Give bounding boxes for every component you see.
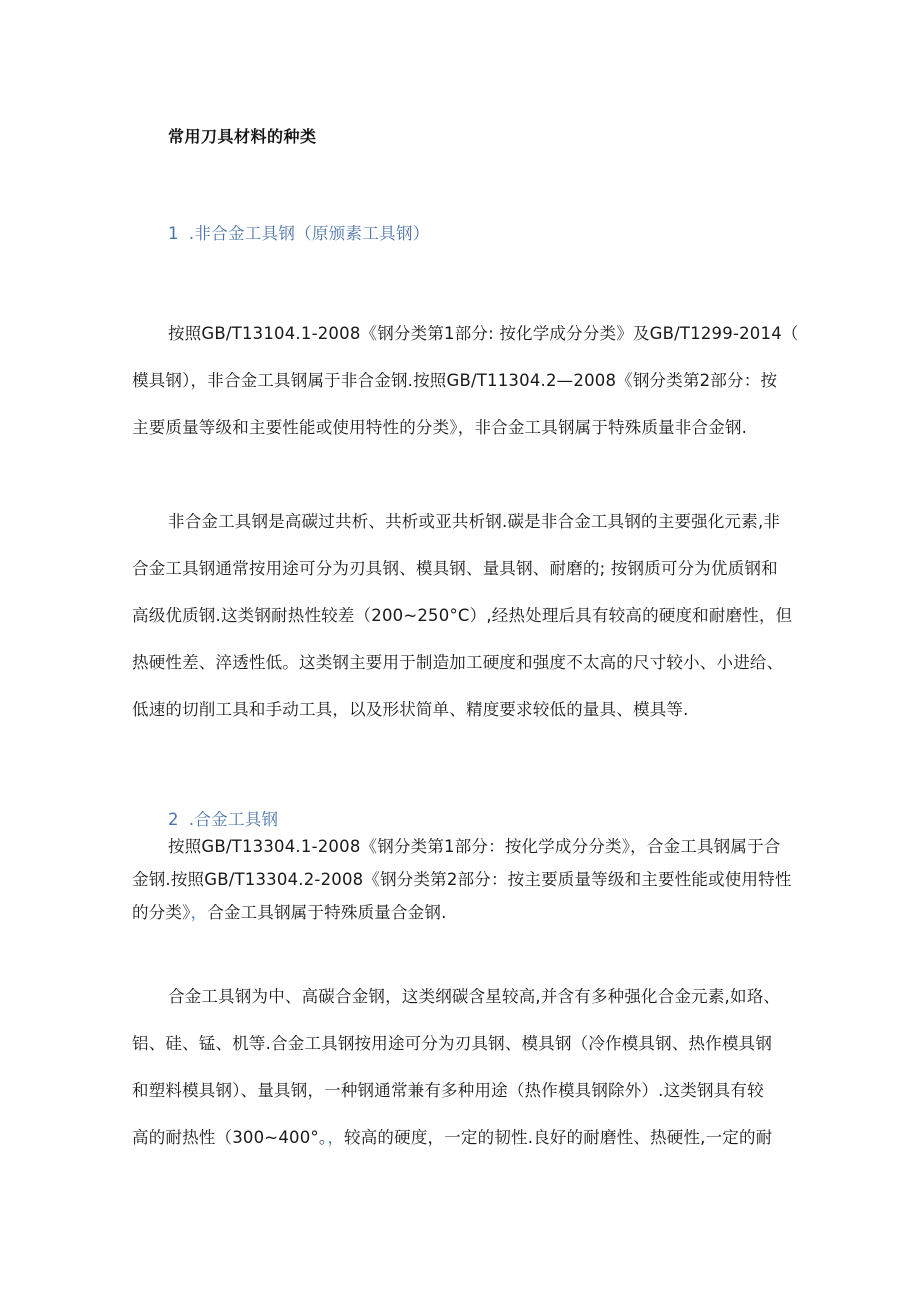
highlighted-comma: ， <box>190 903 208 922</box>
highlighted-comma: ， <box>327 1128 345 1147</box>
paragraph-line: 高级优质钢.这类钢耐热性较差（200~250°C）,经热处理后具有较高的硬度和耐磨性，但 <box>132 606 793 625</box>
section-2-number: 2 <box>168 810 179 829</box>
paragraph-line: 非合金工具钢是高碳过共析、共析或亚共析钢.碳是非合金工具钢的主要强化元素,非 <box>168 512 781 531</box>
section-2-heading <box>168 806 278 830</box>
section-1-heading <box>168 220 430 244</box>
paragraph-line: 模具钢），非合金工具钢属于非合金钢.按照GB/T11304.2—2008《钢分类第2部分：按 <box>132 371 778 390</box>
section-1-title: .非合金工具钢（原颁素工具钢） <box>188 224 430 243</box>
paragraph-line: 金钢.按照GB/T13304.2-2008《钢分类第2部分：按主要质量等级和主要性能或使用特性 <box>132 870 792 889</box>
paragraph-fragment: 高的耐热性（300~400°。 <box>132 1128 328 1147</box>
paragraph-fragment: 较高的硬度，一定的韧性.良好的耐磨性、热硬性,一定的耐 <box>344 1128 773 1147</box>
paragraph-fragment: 的分类》 <box>132 903 191 922</box>
paragraph-line: 合金工具钢通常按用途可分为刃具钢、模具钢、量具钢、耐磨的; 按钢质可分为优质钢和 <box>132 559 778 578</box>
paragraph-line: 低速的切削工具和手动工具，以及形状简单、精度要求较低的量具、模具等. <box>132 700 689 719</box>
paragraph-line: 铝、硅、锰、机等.合金工具钢按用途可分为刃具钢、模具钢（冷作模具钢、热作模具钢 <box>132 1034 773 1053</box>
document-title: 常用刀具材料的种类 <box>168 127 317 146</box>
paragraph-line: 热硬性差、淬透性低。这类钢主要用于制造加工硬度和强度不太高的尺寸较小、小进给、 <box>132 653 784 672</box>
section-2-title: .合金工具钢 <box>188 810 279 829</box>
paragraph-fragment: 合金工具钢属于特殊质量合金钢. <box>207 903 447 922</box>
paragraph-line <box>132 896 792 929</box>
paragraph-line: 合金工具钢为中、高碳合金钢，这类纲碳含星较高,并含有多种强化合金元素,如珞、 <box>168 987 781 1006</box>
paragraph-line: 按照GB/T13104.1-2008《钢分类第1部分: 按化学成分分类》及GB/T1299-2014（ <box>168 324 799 343</box>
paragraph-line: 按照GB/T13304.1-2008《钢分类第1部分：按化学成分分类》，合金工具钢属于合 <box>168 837 781 856</box>
section-1-paragraph-1 <box>132 310 799 451</box>
section-2-paragraph-1 <box>132 830 792 929</box>
section-1-paragraph-2 <box>132 498 792 733</box>
section-1-number: 1 <box>168 224 179 243</box>
paragraph-line: 主要质量等级和主要性能或使用特性的分类》，非合金工具钢属于特殊质量非合金钢. <box>132 418 748 437</box>
section-2-paragraph-2 <box>132 973 792 1161</box>
paragraph-line <box>132 1114 792 1161</box>
paragraph-line: 和塑料模具钢）、量具钢，一种钢通常兼有多种用途（热作模具钢除外）.这类钢具有较 <box>132 1081 764 1100</box>
